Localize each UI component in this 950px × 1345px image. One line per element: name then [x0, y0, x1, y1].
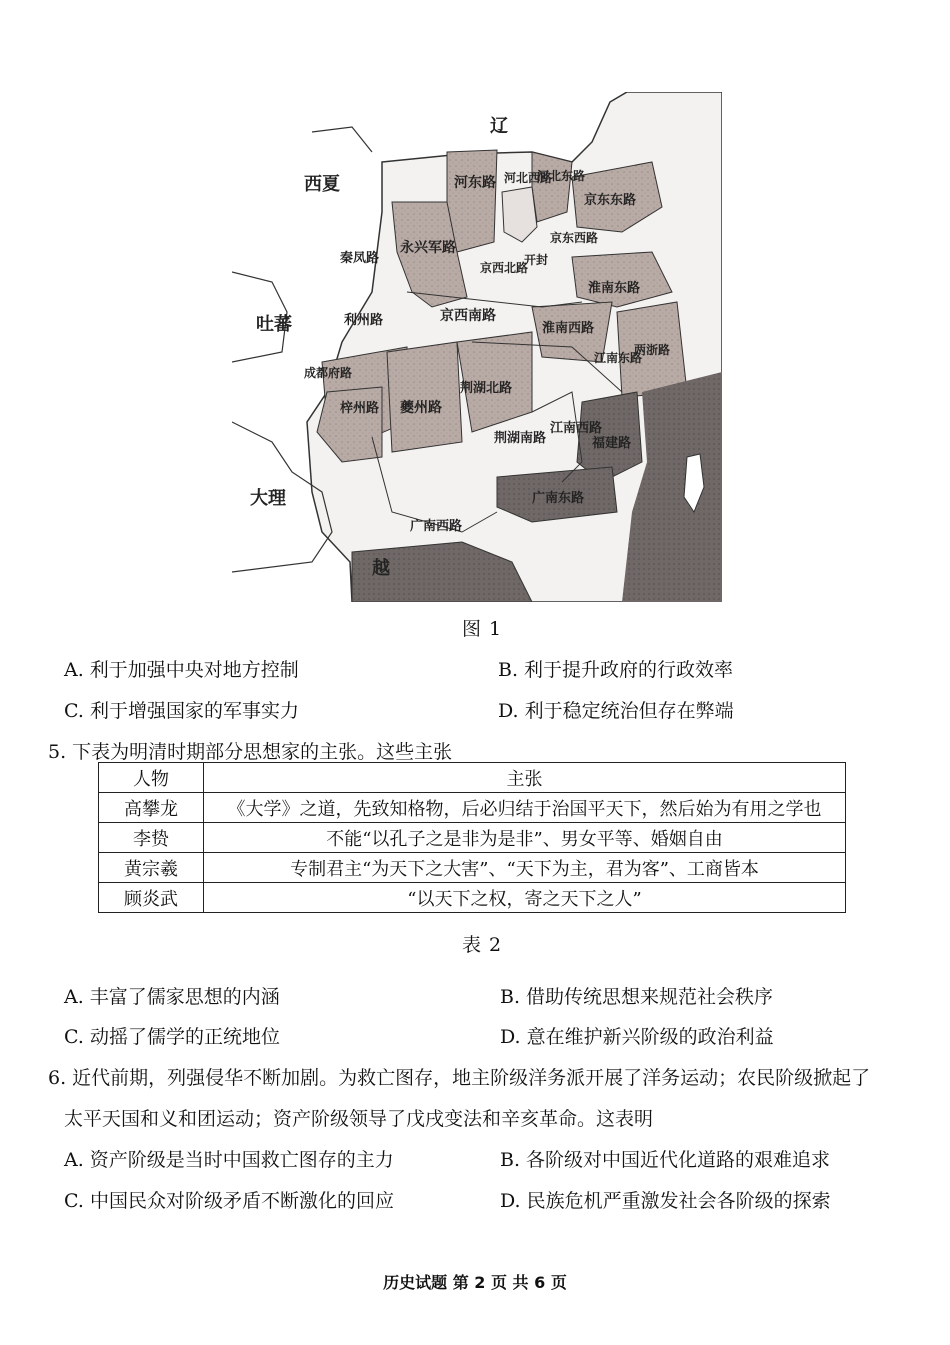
- hedong-region: [447, 150, 497, 252]
- table-header-claim: 主张: [204, 763, 846, 793]
- table-2: [98, 762, 846, 913]
- label-jingxi-bei: 京西北路: [480, 261, 529, 275]
- label-jingdong-dong: 京东东路: [584, 193, 637, 208]
- table-header-row: [99, 763, 846, 793]
- label-huainan-dong: 淮南东路: [588, 281, 641, 296]
- label-hebei-dong: 河北东路: [537, 169, 586, 183]
- label-liao: 辽: [490, 116, 508, 137]
- q4-option-c[interactable]: C. 利于增强国家的军事实力: [64, 700, 299, 722]
- label-yue: 越: [372, 558, 390, 579]
- table-row: [99, 823, 846, 853]
- label-qinfeng: 秦凤路: [340, 251, 380, 266]
- label-dali: 大理: [250, 488, 286, 509]
- label-jiangnan-xi: 江南西路: [550, 421, 603, 436]
- label-jinghu-bei: 荆湖北路: [460, 381, 513, 396]
- table-cell-person: 李贽: [99, 823, 204, 853]
- figure-1-caption: 图 1: [462, 618, 503, 640]
- q5-option-b[interactable]: B. 借助传统思想来规范社会秩序: [500, 986, 774, 1008]
- q4-option-b[interactable]: B. 利于提升政府的行政效率: [498, 659, 734, 681]
- table-cell-claim: “以天下之权，寄之天下之人”: [204, 883, 846, 913]
- table-cell-claim: 不能“以孔子之是非为是非”、男女平等、婚姻自由: [204, 823, 846, 853]
- q5-option-a[interactable]: A. 丰富了儒家思想的内涵: [64, 986, 280, 1008]
- q6-option-c[interactable]: C. 中国民众对阶级矛盾不断激化的回应: [64, 1190, 394, 1212]
- label-jingxi-nan: 京西南路: [440, 308, 496, 324]
- page-footer: 历史试题 第 2 页 共 6 页: [383, 1273, 567, 1292]
- q6-option-d[interactable]: D. 民族危机严重激发社会各阶级的探索: [500, 1190, 831, 1212]
- label-liangzhe: 两浙路: [634, 343, 671, 357]
- label-jinghu-nan: 荆湖南路: [494, 431, 547, 446]
- q5-option-c[interactable]: C. 动摇了儒学的正统地位: [64, 1026, 280, 1048]
- label-lizhou: 利州路: [344, 313, 384, 328]
- table-row: [99, 793, 846, 823]
- label-guangnan-xi: 广南西路: [410, 519, 463, 534]
- table-row: [99, 883, 846, 913]
- table-header-person: 人物: [99, 763, 204, 793]
- label-tubo: 吐蕃: [256, 314, 292, 335]
- label-hebei-xi: 河北西路: [504, 171, 553, 185]
- q6-stem-line-1: 6. 近代前期，列强侵华不断加剧。为救亡图存，地主阶级洋务派开展了洋务运动；农民阶级掀起了: [48, 1067, 871, 1089]
- table-cell-person: 顾炎武: [99, 883, 204, 913]
- q5-stem: 5. 下表为明清时期部分思想家的主张。这些主张: [48, 741, 453, 763]
- q6-option-a[interactable]: A. 资产阶级是当时中国救亡图存的主力: [64, 1149, 394, 1171]
- table-cell-claim: 专制君主“为天下之大害”、“天下为主，君为客”、工商皆本: [204, 853, 846, 883]
- q6-option-b[interactable]: B. 各阶级对中国近代化道路的艰难追求: [500, 1149, 831, 1171]
- q4-option-d[interactable]: D. 利于稳定统治但存在弊端: [498, 700, 734, 722]
- label-guangnan-dong: 广南东路: [532, 491, 585, 506]
- label-huainan-xi: 淮南西路: [542, 321, 595, 336]
- table-cell-claim: 《大学》之道，先致知格物，后必归结于治国平天下，然后始为有用之学也: [204, 793, 846, 823]
- label-fujian: 福建路: [592, 436, 632, 451]
- label-zizhou: 梓州路: [340, 401, 380, 416]
- hebei-dong-region: [532, 152, 572, 222]
- label-hedong: 河东路: [454, 175, 496, 191]
- q4-option-a[interactable]: A. 利于加强中央对地方控制: [64, 659, 299, 681]
- table-2-caption: 表 2: [462, 934, 503, 956]
- figure-1-map: [232, 92, 722, 602]
- table-cell-person: 高攀龙: [99, 793, 204, 823]
- song-circuits-map-svg: [232, 92, 722, 602]
- kuizhou-region: [387, 342, 462, 452]
- q6-stem-line-2: 太平天国和义和团运动；资产阶级领导了戊戌变法和辛亥革命。这表明: [64, 1108, 654, 1130]
- label-chengdu: 成都府路: [304, 366, 353, 380]
- table-cell-person: 黄宗羲: [99, 853, 204, 883]
- label-jingdong-xi: 京东西路: [550, 231, 599, 245]
- q5-option-d[interactable]: D. 意在维护新兴阶级的政治利益: [500, 1026, 774, 1048]
- label-yongxingjun: 永兴军路: [400, 240, 456, 256]
- label-kuizhou: 夔州路: [400, 400, 442, 416]
- label-kaifeng: 开封: [524, 253, 549, 267]
- label-jiangnan-dong: 江南东路: [594, 351, 643, 365]
- table-row: [99, 853, 846, 883]
- label-xixia: 西夏: [304, 174, 340, 195]
